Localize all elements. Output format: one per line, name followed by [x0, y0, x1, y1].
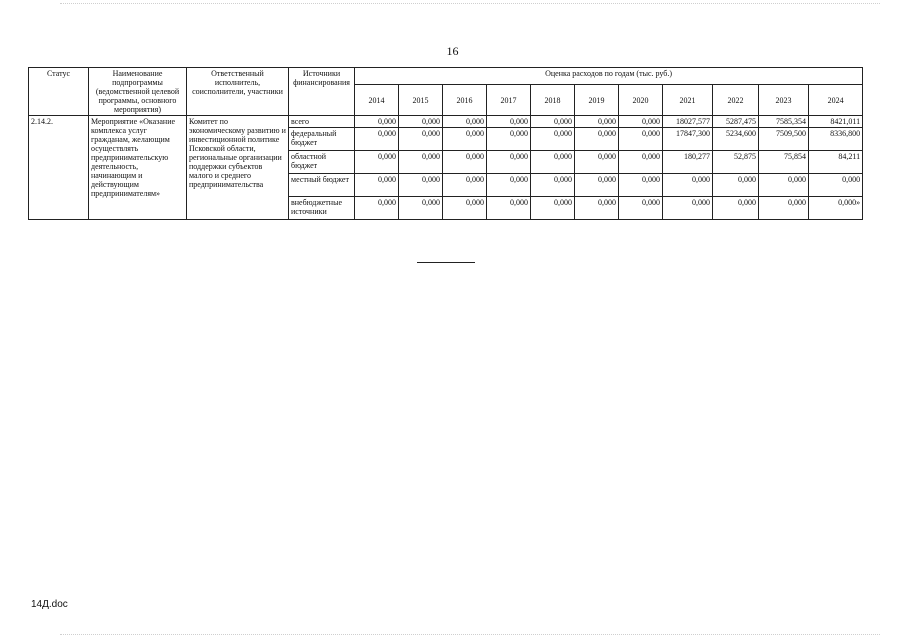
- value-cell: 0,000: [713, 197, 759, 220]
- value-cell: 0,000: [759, 197, 809, 220]
- value-cell: 0,000: [663, 174, 713, 197]
- value-cell: 0,000: [575, 174, 619, 197]
- value-cell: 0,000: [399, 116, 443, 128]
- value-cell: 0,000: [619, 128, 663, 151]
- value-cell: 0,000: [487, 128, 531, 151]
- value-cell: 8336,800: [809, 128, 863, 151]
- page-number: 16: [446, 44, 459, 58]
- header-row: [29, 68, 863, 85]
- value-cell: 0,000: [575, 197, 619, 220]
- footer-file-name: 14Д.doc: [31, 599, 68, 610]
- responsible-header: Ответственный исполнитель, соисполнители, участники: [187, 68, 289, 116]
- value-cell: 0,000: [399, 174, 443, 197]
- value-cell: 0,000: [487, 151, 531, 174]
- budget-table: [28, 67, 863, 220]
- value-cell: 0,000: [443, 116, 487, 128]
- table-body: [29, 116, 863, 220]
- source-cell: местный бюджет: [289, 174, 355, 197]
- value-cell: 0,000: [759, 174, 809, 197]
- value-cell: 0,000: [531, 128, 575, 151]
- value-cell: 0,000: [531, 174, 575, 197]
- year-header: 2014: [355, 85, 399, 116]
- source-cell: федеральный бюджет: [289, 128, 355, 151]
- value-cell: 0,000: [399, 197, 443, 220]
- value-cell: 0,000: [531, 116, 575, 128]
- estimate-header: Оценка расходов по годам (тыс. руб.): [355, 68, 863, 85]
- value-cell: 0,000: [355, 151, 399, 174]
- value-cell: 52,875: [713, 151, 759, 174]
- value-cell: 0,000: [443, 128, 487, 151]
- name-cell: Мероприятие «Оказание комплекса услуг гражданам, желающим осуществлять предпринимательскую деятельность, начинающим и действующим предпринимателям»: [89, 116, 187, 220]
- value-cell: 0,000: [619, 151, 663, 174]
- value-cell: 0,000»: [809, 197, 863, 220]
- year-header: 2018: [531, 85, 575, 116]
- year-header: 2021: [663, 85, 713, 116]
- source-cell: всего: [289, 116, 355, 128]
- value-cell: 75,854: [759, 151, 809, 174]
- value-cell: 0,000: [575, 128, 619, 151]
- status-cell: 2.14.2.: [29, 116, 89, 220]
- year-header: 2020: [619, 85, 663, 116]
- divider-line: [417, 262, 475, 263]
- value-cell: 0,000: [663, 197, 713, 220]
- value-cell: 0,000: [355, 197, 399, 220]
- value-cell: 0,000: [443, 151, 487, 174]
- year-header: 2023: [759, 85, 809, 116]
- year-header: 2016: [443, 85, 487, 116]
- value-cell: 7585,354: [759, 116, 809, 128]
- year-header: 2024: [809, 85, 863, 116]
- value-cell: 0,000: [713, 174, 759, 197]
- name-header: Наименование подпрограммы (ведомственной целевой программы, основного мероприятия): [89, 68, 187, 116]
- value-cell: 0,000: [443, 197, 487, 220]
- sources-header: Источники финансирования: [289, 68, 355, 116]
- value-cell: 0,000: [487, 197, 531, 220]
- value-cell: 0,000: [443, 174, 487, 197]
- value-cell: 0,000: [575, 116, 619, 128]
- year-header: 2022: [713, 85, 759, 116]
- value-cell: 0,000: [809, 174, 863, 197]
- value-cell: 0,000: [487, 116, 531, 128]
- value-cell: 0,000: [355, 128, 399, 151]
- value-cell: 5287,475: [713, 116, 759, 128]
- value-cell: 0,000: [399, 151, 443, 174]
- value-cell: 180,277: [663, 151, 713, 174]
- value-cell: 0,000: [355, 174, 399, 197]
- scan-edge-top: [60, 3, 880, 5]
- value-cell: 0,000: [399, 128, 443, 151]
- scan-edge-bottom: [60, 634, 880, 636]
- value-cell: 0,000: [531, 197, 575, 220]
- value-cell: 0,000: [619, 197, 663, 220]
- value-cell: 7509,500: [759, 128, 809, 151]
- table-row: [29, 116, 863, 128]
- value-cell: 84,211: [809, 151, 863, 174]
- source-cell: внебюджетные источники: [289, 197, 355, 220]
- responsible-cell: Комитет по экономическому развитию и инвестиционной политике Псковской области, региональные организации поддержки субъектов малого и среднего предпринимательства: [187, 116, 289, 220]
- year-header: 2017: [487, 85, 531, 116]
- value-cell: 0,000: [487, 174, 531, 197]
- value-cell: 8421,011: [809, 116, 863, 128]
- year-header: 2019: [575, 85, 619, 116]
- value-cell: 0,000: [355, 116, 399, 128]
- value-cell: 17847,300: [663, 128, 713, 151]
- value-cell: 18027,577: [663, 116, 713, 128]
- status-header: Статус: [29, 68, 89, 116]
- value-cell: 0,000: [619, 116, 663, 128]
- value-cell: 0,000: [531, 151, 575, 174]
- source-cell: областной бюджет: [289, 151, 355, 174]
- value-cell: 5234,600: [713, 128, 759, 151]
- year-header: 2015: [399, 85, 443, 116]
- value-cell: 0,000: [575, 151, 619, 174]
- value-cell: 0,000: [619, 174, 663, 197]
